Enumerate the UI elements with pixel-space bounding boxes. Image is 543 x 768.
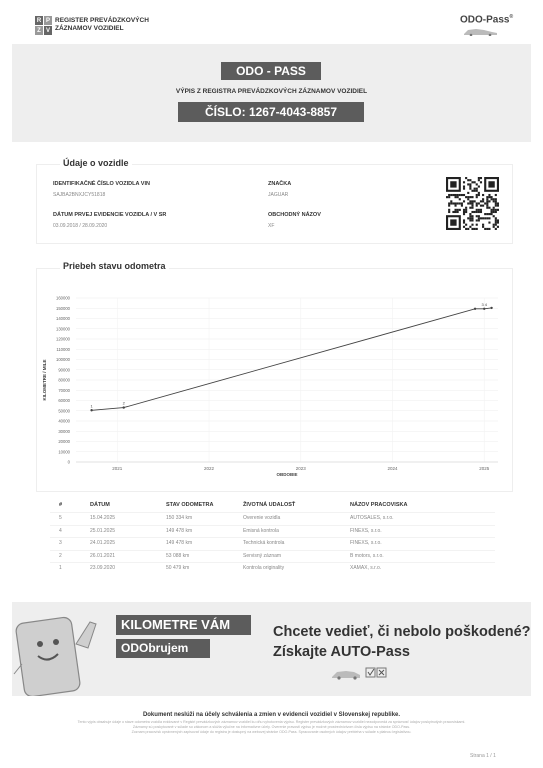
y-tick-label: 60000 [58,398,70,403]
table-cell: Kontrola originality [243,565,285,571]
table-header-cell: NÁZOV PRACOVISKA [350,502,408,508]
series-line [92,308,492,410]
logo-letter: Z [35,26,43,35]
chart-section-title: Priebeh stavu odometra [60,261,169,271]
table-cell: 26.01.2021 [90,552,116,559]
y-tick-label: 90000 [58,367,70,373]
model-label: OBCHODNÝ NÁZOV [268,212,321,218]
logo-letter: V [45,27,50,34]
logo-letter: P [45,17,50,24]
table-cell: 3 [59,540,62,546]
table-cell: FINEXS, s.r.o. [350,540,382,546]
registry-name [55,17,165,33]
table-cell: 50 479 km [166,565,190,571]
x-tick-label: 2023 [295,466,306,471]
table-header-cell: ŽIVOTNÁ UDALOSŤ [243,502,296,508]
registry-logo [35,16,51,34]
table-header-cell: # [59,502,63,508]
registry-name-line2: ZÁZNAMOV VOZIDIEL [55,25,124,32]
banner-tagline: ODObrujem [116,639,210,658]
table-cell: Overenie vozidla [243,515,281,521]
data-point [490,307,492,309]
data-label: 2 [122,400,125,406]
make-label: ZNAČKA [268,181,292,187]
vin-label: IDENTIFIKAČNÉ ČÍSLO VOZIDLA VIN [53,181,150,187]
table-cell: Servisný záznam [243,552,282,559]
table-cell: Technická kontrola [243,540,285,546]
banner-cta-label: Získajte AUTO-Pass [273,644,410,660]
y-tick-label: 20000 [58,439,70,444]
y-tick-label: 70000 [58,387,70,393]
x-tick-label: 2022 [204,466,215,471]
table-cell: 1 [59,565,62,571]
table-row [50,537,495,538]
data-point [483,308,485,310]
qr-code-icon[interactable] [446,177,499,230]
y-tick-label: 80000 [58,377,70,383]
table-header-cell: STAV ODOMETRA [166,502,214,508]
y-tick-label: 10000 [58,449,70,455]
table-cell: XAMAX, s.r.o. [350,565,382,571]
vehicle-card [36,164,513,244]
registry-name-line1: REGISTER PREVÁDZKOVÝCH [55,17,149,24]
odometer-chart [36,290,511,485]
x-tick-label: 2024 [387,466,398,471]
footer-text-line: Záznamy sú poskytované v súlade so zákonom a slúžia výlučne na informatívne účely. Overenie pravosti výpisu je možné prostredníctvom čísla výpisu na stránke ODO-Pass. [132,725,411,729]
table-cell: 53 088 km [166,552,190,559]
y-tick-label: 40000 [58,418,70,424]
banner-cta[interactable] [273,644,410,660]
table-row [50,525,495,526]
vin-value: SAJBA2BNXJCY51818 [53,192,106,198]
footer-title: Dokument neslúži na účely schválenia a zmien v evidencii vozidiel v Slovenskej republike. [142,712,401,718]
page-number: Strana 1 / 1 [470,753,496,759]
make-value: JAGUAR [268,192,289,198]
table-row [50,562,495,563]
table-cell: B motors, s.r.o. [350,552,384,559]
y-tick-label: 130000 [56,326,70,332]
banner-headline: KILOMETRE VÁM [116,615,251,635]
table-row [50,512,495,513]
brand-registered-mark: ® [509,14,514,20]
first-registration-value: 03.09.2018 / 28.09.2020 [53,223,108,229]
banner-question: Chcete vedieť, či nebolo poškodené? [273,624,531,640]
table-cell: 150 334 km [166,515,193,521]
data-point [90,409,92,411]
logo-letter: R [36,17,42,24]
car-icon [462,27,500,36]
y-tick-label: 150000 [56,305,70,311]
y-tick-label: 30000 [58,428,70,434]
table-header-cell: DÁTUM [90,502,110,508]
y-tick-label: 140000 [56,316,70,321]
table-cell: 23.09.2020 [90,565,116,571]
y-tick-label: 0 [67,459,70,465]
table-cell: 2 [59,552,62,559]
table-cell: 4 [59,527,62,534]
y-axis-label: KILOMETRE / MILE [42,359,47,401]
table-cell: 149 478 km [166,527,193,534]
table-row [50,550,495,551]
car-check-icon [330,665,390,681]
vehicle-section-title: Údaje o vozidle [60,158,132,168]
table-cell: 5 [59,515,62,521]
table-cell: 149 478 km [166,540,193,546]
mascot-icon [12,604,107,696]
document-title: ODO - PASS [221,62,321,80]
table-cell: AUTOSALES, s.r.o. [350,515,394,521]
x-axis-label: OBDOBIE [276,472,298,477]
footer-text-line: Zoznam pracovísk oprávnených zapisovať údaje do registra je dostupný na webovej stránke ODO-Pass. Spracovanie osobných údajov prebieha v súlade s platnou legislatívou. [131,730,412,734]
y-tick-label: 110000 [56,346,70,352]
data-point [123,406,125,408]
x-tick-label: 2025 [479,466,490,471]
x-tick-label: 2021 [112,466,123,471]
brand-name: ODO-Pass [460,14,510,26]
table-cell: FINEXS, s.r.o. [350,527,382,534]
data-point [474,308,476,310]
table-cell: 25.01.2025 [90,527,116,534]
table-cell: Emisná kontrola [243,527,279,534]
model-value: XF [268,223,275,229]
table-cell: 15.04.2025 [90,515,116,521]
table-cell: 24.01.2025 [90,540,116,546]
y-tick-label: 160000 [56,295,70,301]
footer-text-line: Tento výpis obsahuje údaje o stave odometra vozidla evidované v Registri prevádzkových záznamov vozidiel ku dňu vyhotovenia výpisu. Register prevádzkových záznamov vozidiel nezodpovedá za správnosť údajov poskytnutých pracoviskami. [77,720,466,724]
first-registration-label: DÁTUM PRVEJ EVIDENCIE VOZIDLA / V SR [53,212,167,218]
brand-logo [460,14,513,25]
document-subtitle: VÝPIS Z REGISTRA PREVÁDZKOVÝCH ZÁZNAMOV VOZIDIEL [175,88,368,95]
footer-text [40,720,503,735]
y-tick-label: 100000 [56,357,70,362]
data-label: 1 [90,403,93,409]
document-number: ČÍSLO: 1267-4043-8857 [178,102,364,122]
y-tick-label: 120000 [56,336,70,342]
data-label: 3 4 [481,301,488,307]
y-tick-label: 50000 [58,408,70,414]
